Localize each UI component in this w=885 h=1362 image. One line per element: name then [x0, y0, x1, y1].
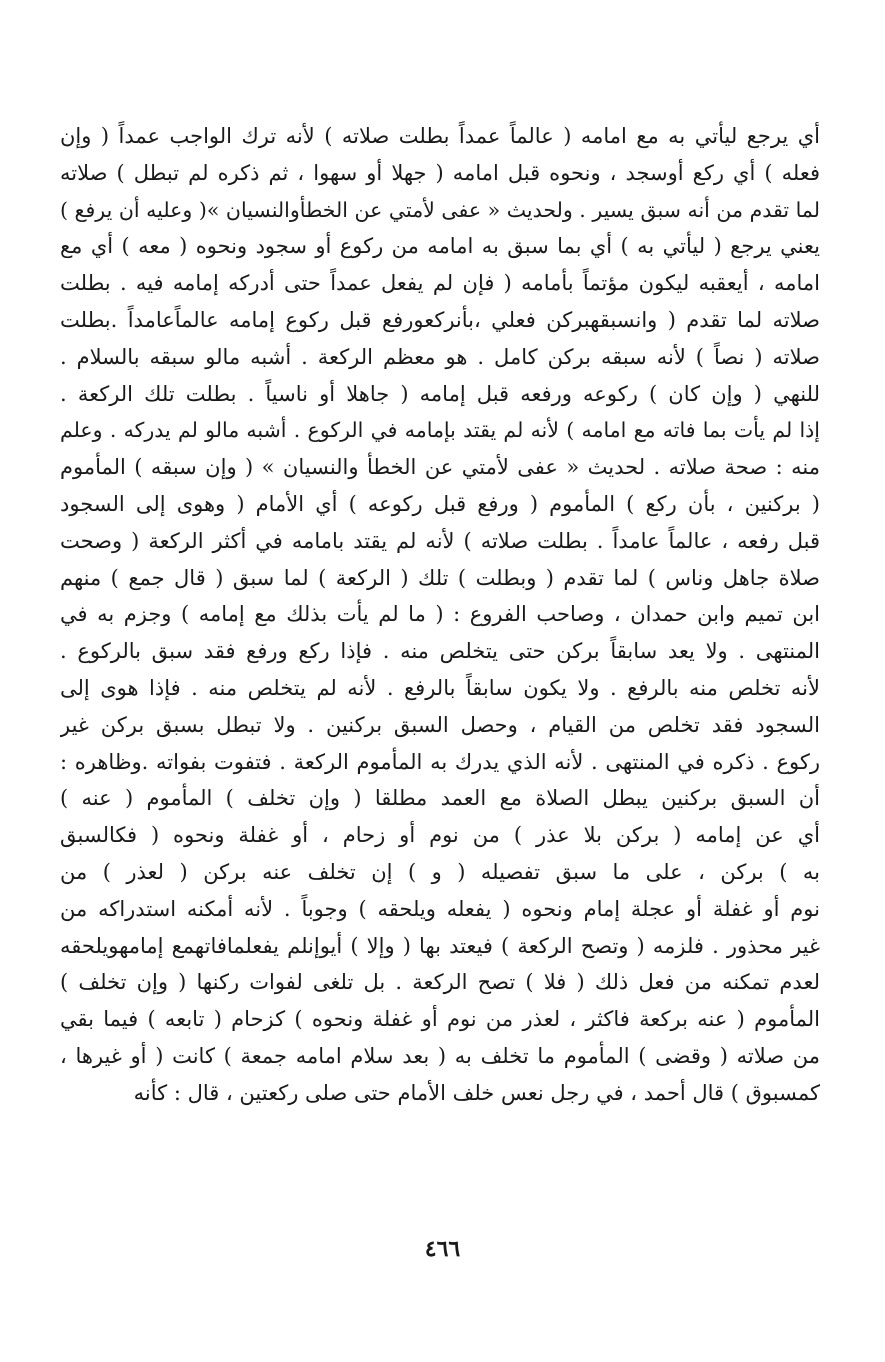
text-line: فعله ) أي ركع أوسجد ، ونحوه قبل امامه ( جهلا أو سهوا ، ثم ذكره لم تبطل ) صلاته: [60, 160, 820, 185]
text-line: إذا لم يأت بما فاته مع امامه ) لأنه لم يقتد بإمامه في الركوع . أشبه مالو لم يدركه . وعلم: [60, 418, 820, 443]
text-line: صلاة جاهل وناس ) لما تقدم ( وبطلت ) تلك ( الركعة ) لما سبق ( قال جمع ) منهم: [60, 565, 820, 590]
text-line: للنهي ( وإن كان ) ركوعه ورفعه قبل إمامه ( جاهلا أو ناسياً . بطلت تلك الركعة .: [60, 381, 820, 406]
text-line: من صلاته ( وقضى ) المأموم ما تخلف به ( بعد سلام امامه جمعة ) كانت ( أو غيرها ،: [60, 1043, 820, 1068]
text-line: المأموم ( عنه بركعة فاكثر ، لعذر من نوم أو غفلة ونحوه ) كزحام ( تابعه ) فيما بقي: [60, 1007, 820, 1032]
page-number: ٤٦٦: [424, 1236, 461, 1262]
body-text: [60, 118, 820, 1112]
text-line: امامه ، أيعقبه ليكون مؤتماً بأمامه ( فإن لم يفعل عمداً حتى أدركه إمامه فيه . بطلت: [60, 271, 820, 296]
text-line: به ) بركن ، على ما سبق تفصيله ( و ) إن تخلف عنه بركن ( لعذر ) من: [60, 859, 820, 884]
text-line: ركوع . ذكره في المنتهى . لأنه الذي يدرك به المأموم الركعة . فتفوت بفواته .وظاهره :: [60, 749, 820, 774]
text-line: لعدم تمكنه من فعل ذلك ( فلا ) تصح الركعة . بل تلغى لفوات ركنها ( وإن تخلف ): [60, 970, 820, 995]
text-line: كمسبوق ) قال أحمد ، في رجل نعس خلف الأمام حتى صلى ركعتين ، قال : كأنه: [133, 1080, 820, 1105]
text-line: ابن تميم وابن حمدان ، وصاحب الفروع : ( ما لم يأت بذلك مع إمامه ) وجزم به في: [60, 602, 820, 627]
text-line: لأنه تخلص منه بالرفع . ولا يكون سابقاً بالرفع . لأنه لم يتخلص منه . فإذا هوى إلى: [60, 675, 820, 700]
text-line: ( بركنين ، بأن ركع ) المأموم ( ورفع قبل ركوعه ) أي الأمام ( وهوى إلى السجود: [60, 491, 820, 516]
text-line: أن السبق بركنين يبطل الصلاة مع العمد مطلقا ( وإن تخلف ) المأموم ( عنه ): [60, 786, 820, 811]
text-line: يعني يرجع ( ليأتي به ) أي بما سبق به امامه من ركوع أو سجود ونحوه ( معه ) أي مع: [60, 234, 820, 259]
text-line: أي يرجع ليأتي به مع امامه ( عالماً عمداً بطلت صلاته ) لأنه ترك الواجب عمداً ( وإن: [60, 124, 820, 148]
text-line: غير محذور . فلزمه ( وتصح الركعة ) فيعتد بها ( وإلا ) أيوإنلم يفعلمافاتهمع إمامهويلحقه: [60, 933, 820, 958]
text-line: منه : صحة صلاته . لحديث « عفى لأمتي عن الخطأ والنسيان » ( وإن سبقه ) المأموم: [60, 455, 820, 480]
text-line: السجود فقد تخلص من القيام ، وحصل السبق بركنين . ولا تبطل بسبق بركن غير: [60, 712, 820, 737]
text-line: أي عن إمامه ( بركن بلا عذر ) من نوم أو زحام ، أو غفلة ونحوه ( فكالسبق: [60, 823, 820, 848]
text-line: نوم أو غفلة أو عجلة إمام ونحوه ( يفعله ويلحقه ) وجوباً . لأنه أمكنه استدراكه من: [60, 896, 820, 921]
text-line: صلاته ( نصاً ) لأنه سبقه بركن كامل . هو معظم الركعة . أشبه مالو سبقه بالسلام .: [60, 344, 820, 369]
text-line: صلاته لما تقدم ( وانسبقهبركن فعلي ،بأنركعورفع قبل ركوع إمامه عالماًعامداً .بطلت: [60, 307, 820, 332]
text-line: المنتهى . ولا يعد سابقاً بركن حتى يتخلص منه . فإذا ركع ورفع فقد سبق بالركوع .: [60, 639, 820, 664]
text-line: قبل رفعه ، عالماً عامداً . بطلت صلاته ) لأنه لم يقتد بامامه في أكثر الركعة ( وصحت: [60, 528, 820, 553]
text-line: لما تقدم من أنه سبق يسير . ولحديث « عفى لأمتي عن الخطأوالنسيان »( وعليه أن يرفع ): [60, 197, 820, 222]
